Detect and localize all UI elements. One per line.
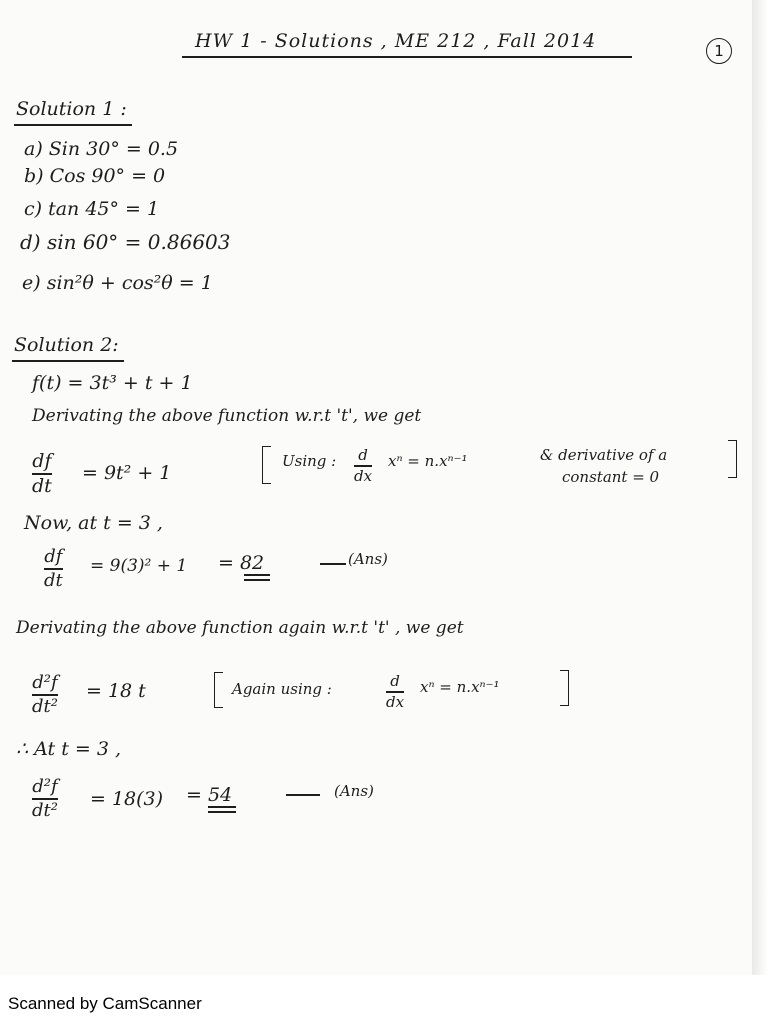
hint2-left-bracket (214, 672, 223, 708)
title-underline (182, 56, 632, 58)
second-derivative-fraction (32, 674, 58, 716)
result1-underline-bottom (244, 579, 270, 581)
hint1-right-bracket (728, 440, 737, 478)
hint2-fraction (386, 674, 404, 710)
hint1-derivative-text: & derivative of a (540, 446, 668, 464)
eval1-denominator: dt (44, 569, 63, 591)
at-t-text: ∴ At t = 3 , (16, 738, 121, 760)
hint1-power-rule: xⁿ = n.xⁿ⁻¹ (388, 452, 468, 470)
eval1-result: = 82 (218, 552, 265, 574)
result1-underline-top (244, 574, 270, 576)
solution1-line-e: e) sin²θ + cos²θ = 1 (22, 272, 213, 294)
hint2-denominator: dx (386, 692, 405, 711)
derivating-sentence-2: Derivating the above function again w.r.t 't' , we get (16, 618, 464, 638)
ans1-dash (320, 563, 346, 565)
hint1-fraction (354, 448, 372, 484)
hint1-constant-text: constant = 0 (562, 468, 660, 486)
eval2-rhs: = 18(3) (90, 788, 164, 810)
hint1-left-bracket (262, 446, 271, 484)
hint1-numerator: d (358, 446, 368, 464)
first-derivative-denominator: dt (32, 474, 52, 497)
ans2-label: (Ans) (334, 782, 374, 800)
solution2-heading-underline (12, 360, 124, 362)
eval2-result: = 54 (186, 784, 233, 806)
function-definition: f(t) = 3t³ + t + 1 (32, 372, 193, 394)
first-derivative-rhs: = 9t² + 1 (82, 462, 172, 484)
result2-underline-bottom (208, 811, 236, 813)
now-at-t-text: Now, at t = 3 , (24, 512, 163, 534)
solution1-line-b: b) Cos 90° = 0 (24, 165, 166, 187)
solution1-line-a: a) Sin 30° = 0.5 (24, 138, 179, 160)
solution1-heading-underline (14, 124, 132, 126)
solution2-heading: Solution 2: (14, 334, 119, 356)
hint2-using-label: Again using : (232, 680, 332, 698)
eval2-denominator: dt² (32, 799, 58, 821)
second-derivative-numerator: d²f (32, 672, 58, 693)
ans1-label: (Ans) (348, 550, 388, 568)
hint1-denominator: dx (354, 466, 373, 485)
solution1-heading: Solution 1 : (16, 98, 127, 120)
eval1-numerator: df (44, 546, 63, 567)
ans2-dash (286, 794, 320, 796)
hint2-right-bracket (560, 670, 569, 706)
page-edge-shadow (752, 0, 768, 975)
hint2-power-rule: xⁿ = n.xⁿ⁻¹ (420, 678, 500, 696)
hint2-numerator: d (390, 672, 400, 690)
solution1-line-c: c) tan 45° = 1 (24, 198, 160, 220)
solution1-line-d: d) sin 60° = 0.86603 (20, 230, 231, 254)
page-number-circle: 1 (706, 38, 732, 64)
eval1-rhs: = 9(3)² + 1 (90, 556, 188, 576)
second-derivative-rhs: = 18 t (86, 680, 146, 702)
eval2-numerator: d²f (32, 776, 58, 797)
hint1-using-label: Using : (282, 452, 337, 470)
first-derivative-fraction (32, 452, 52, 496)
second-derivative-denominator: dt² (32, 695, 58, 717)
first-derivative-numerator: df (32, 450, 52, 472)
eval1-fraction (44, 548, 63, 590)
derivating-sentence-1: Derivating the above function w.r.t 't', we get (32, 406, 422, 426)
result2-underline-top (208, 806, 236, 808)
scanner-watermark: Scanned by CamScanner (8, 994, 202, 1013)
eval2-fraction (32, 778, 58, 820)
page-title: HW 1 - Solutions , ME 212 , Fall 2014 (195, 30, 597, 52)
